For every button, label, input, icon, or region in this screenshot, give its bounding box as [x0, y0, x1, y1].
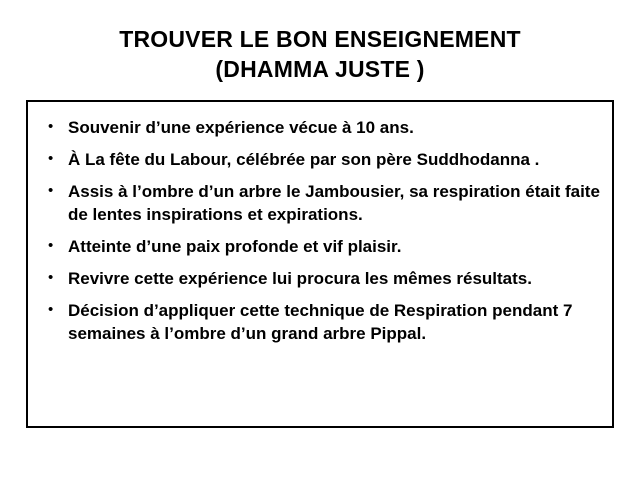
list-item: • Revivre cette expérience lui procura les mêmes résultats. — [38, 267, 600, 290]
list-item: • Décision d’appliquer cette technique de Respiration pendant 7 semaines à l’ombre d’un grand arbre Pippal. — [38, 299, 600, 345]
list-item: • Assis à l’ombre d’un arbre le Jambousier, sa respiration était faite de lentes inspirations et expirations. — [38, 180, 600, 226]
content-box — [26, 100, 614, 428]
title-line-2: (DHAMMA JUSTE ) — [215, 56, 425, 82]
bullet-list — [38, 116, 600, 345]
page-title — [0, 24, 640, 84]
list-item: • À La fête du Labour, célébrée par son père Suddhodanna . — [38, 148, 600, 171]
title-line-1: TROUVER LE BON ENSEIGNEMENT — [119, 26, 521, 52]
list-item: • Souvenir d’une expérience vécue à 10 ans. — [38, 116, 600, 139]
list-item: • Atteinte d’une paix profonde et vif plaisir. — [38, 235, 600, 258]
